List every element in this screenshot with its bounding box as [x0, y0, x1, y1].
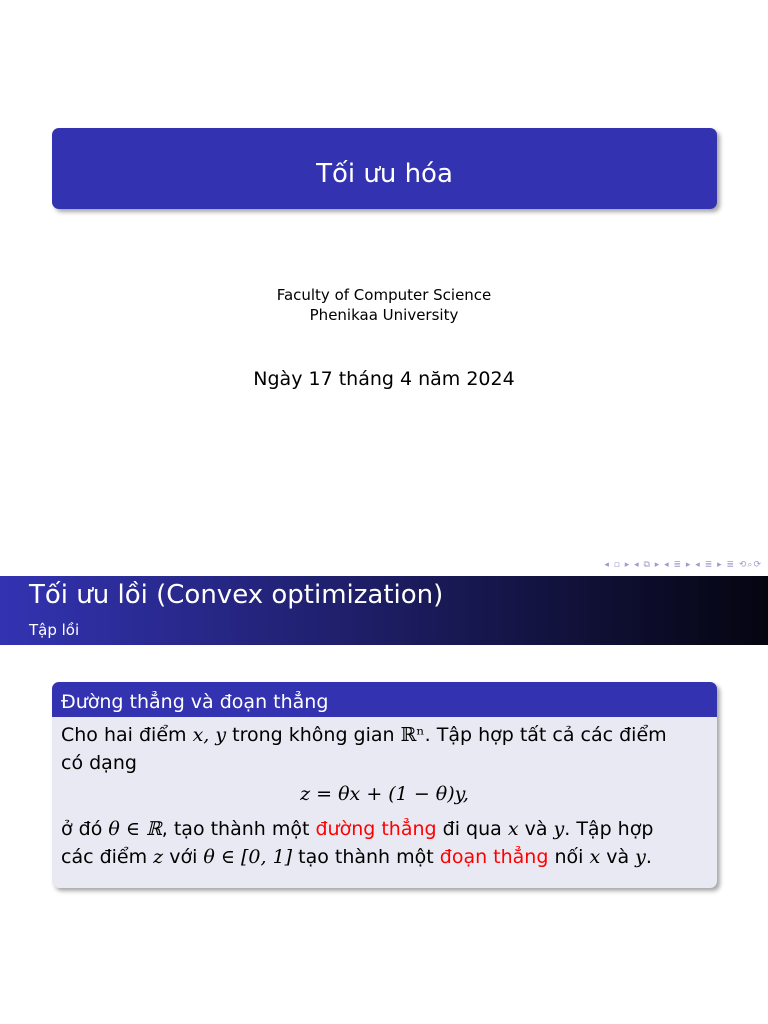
paragraph-line-1 — [61, 721, 708, 749]
math: y — [553, 818, 565, 840]
text: , tạo thành một — [161, 818, 316, 840]
text: . — [645, 846, 652, 868]
paragraph-line-4 — [61, 843, 708, 871]
text: trong không gian — [226, 724, 401, 746]
text: ở đó — [61, 818, 109, 840]
block-body — [52, 717, 717, 871]
text: . Tập hợp tất cả các điểm — [424, 724, 667, 746]
text: tạo thành một — [292, 846, 440, 868]
text: và — [518, 818, 554, 840]
frame-header — [0, 576, 768, 645]
text: . Tập hợp — [564, 818, 654, 840]
paragraph-line-3 — [61, 815, 708, 843]
definition-block — [52, 682, 717, 888]
text: nối — [548, 846, 590, 868]
presentation-title: Tối ưu hóa — [52, 128, 717, 209]
text: đi qua — [436, 818, 508, 840]
text: Cho hai điểm — [61, 724, 193, 746]
frame-title: Tối ưu lồi (Convex optimization) — [29, 580, 444, 610]
paragraph-line-2: có dạng — [61, 752, 137, 774]
math: y — [635, 846, 646, 868]
highlight-term: đoạn thẳng — [439, 846, 549, 868]
text: với — [163, 846, 204, 868]
math: ℝⁿ — [400, 724, 425, 746]
math: θ ∈ ℝ — [108, 818, 162, 840]
presentation-date: Ngày 17 tháng 4 năm 2024 — [253, 368, 515, 390]
text: và — [600, 846, 636, 868]
frame-subtitle: Tập lồi — [29, 621, 80, 639]
math: z — [153, 846, 164, 868]
beamer-navigation-icons[interactable]: ◂ ▫ ▸ ◂ ⧉ ▸ ◂ ≣ ▸ ◂ ≣ ▸ ≣ ⟲⌕⟳ — [604, 560, 762, 570]
institute-line-2: Phenikaa University — [309, 306, 459, 324]
text: các điểm — [61, 846, 154, 868]
math: x, y — [192, 724, 227, 746]
math: θ ∈ [0, 1] — [203, 846, 293, 868]
highlight-term: đường thẳng — [315, 818, 437, 840]
equation: z = θx + (1 − θ)y, — [300, 783, 469, 805]
institute — [0, 285, 768, 325]
math: x — [507, 818, 519, 840]
math: x — [589, 846, 601, 868]
block-title: Đường thẳng và đoạn thẳng — [52, 682, 717, 717]
institute-line-1: Faculty of Computer Science — [276, 286, 492, 304]
